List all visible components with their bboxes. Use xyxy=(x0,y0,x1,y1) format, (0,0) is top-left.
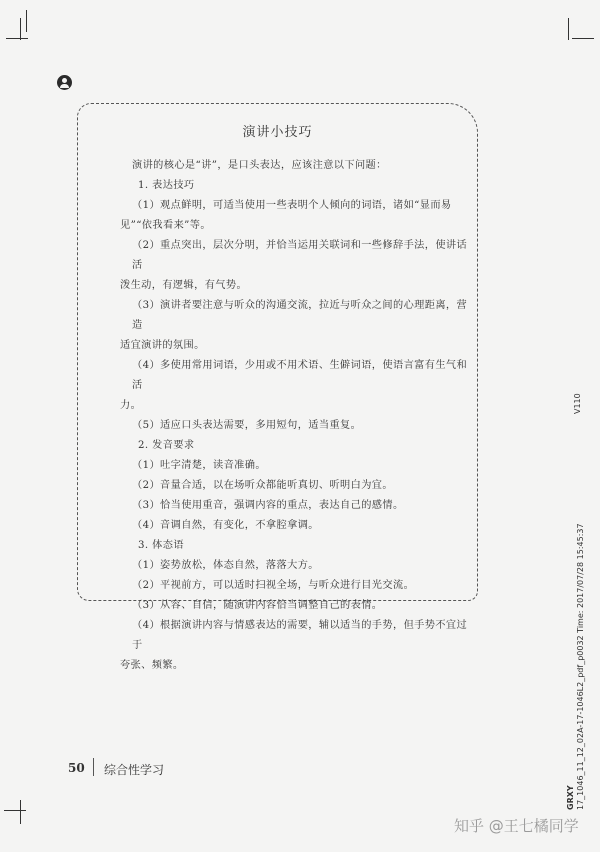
person-icon xyxy=(57,75,72,90)
paragraph-line: 适宜演讲的氛围。 xyxy=(120,340,205,351)
paragraph-line: （1）姿势放松，体态自然，落落大方。 xyxy=(132,560,319,571)
watermark: 知乎 @王七橘同学 xyxy=(454,817,579,835)
crop-mark xyxy=(26,10,27,32)
paragraph-line: （3）恰当使用重音，强调内容的重点，表达自己的感情。 xyxy=(132,500,404,511)
crop-mark xyxy=(20,800,21,824)
paragraph-line: （1）吐字清楚，读音准确。 xyxy=(132,460,266,471)
paragraph-line: 见”“依我看来”等。 xyxy=(120,220,211,231)
paragraph-line: 演讲的核心是“讲”，是口头表达，应该注意以下问题： xyxy=(132,160,387,171)
tips-content xyxy=(120,156,473,676)
paragraph-line: （3）演讲者要注意与听众的沟通交流，拉近与听众之间的心理距离，营造 xyxy=(132,300,468,331)
crop-mark xyxy=(20,18,21,40)
page-number: 50 xyxy=(68,761,85,775)
crop-mark xyxy=(572,38,594,39)
crop-mark xyxy=(4,810,26,811)
crop-mark xyxy=(6,38,28,39)
paragraph-line: 泼生动，有逻辑，有气势。 xyxy=(120,280,248,291)
margin-side-label: GRXY xyxy=(566,785,575,810)
paragraph-line: 力。 xyxy=(120,400,142,411)
paragraph-line: （2）重点突出，层次分明，并恰当运用关联词和一些修辞手法，使讲话活 xyxy=(132,240,468,271)
paragraph-line: 2. 发音要求 xyxy=(138,440,195,451)
paragraph-line: （3）从容、自信，随演讲内容恰当调整自己的表情。 xyxy=(132,600,383,611)
paragraph-line: （4）多使用常用词语，少用或不用术语、生僻词语，使语言富有生气和活 xyxy=(132,360,468,391)
paragraph-line: 1. 表达技巧 xyxy=(138,180,195,191)
paragraph-line: （4）根据演讲内容与情感表达的需要，辅以适当的手势，但手势不宜过于 xyxy=(132,620,468,651)
crop-mark xyxy=(568,18,569,40)
tips-box xyxy=(77,103,478,671)
paragraph-line: 3. 体态语 xyxy=(138,540,184,551)
margin-code: V110 xyxy=(573,393,582,414)
paragraph-line: （1）观点鲜明，可适当使用一些表明个人倾向的词语，诸如“显而易 xyxy=(132,200,452,211)
footer-divider xyxy=(93,758,94,776)
margin-print-info: 17_1046_11_12_02A-17-1046L2_pdf_p0032 Time: 2017/07/28 15:45:37 xyxy=(576,523,585,810)
paragraph-line: （4）音调自然，有变化，不拿腔拿调。 xyxy=(132,520,319,531)
paragraph-line: （2）平视前方，可以适时扫视全场，与听众进行目光交流。 xyxy=(132,580,415,591)
footer-section: 综合性学习 xyxy=(104,763,165,777)
paragraph-line: 夸张、频繁。 xyxy=(120,660,184,671)
paragraph-line: （5）适应口头表达需要，多用短句，适当重复。 xyxy=(132,420,362,431)
box-title: 演讲小技巧 xyxy=(242,125,313,140)
paragraph-line: （2）音量合适，以在场听众都能听真切、听明白为宜。 xyxy=(132,480,393,491)
